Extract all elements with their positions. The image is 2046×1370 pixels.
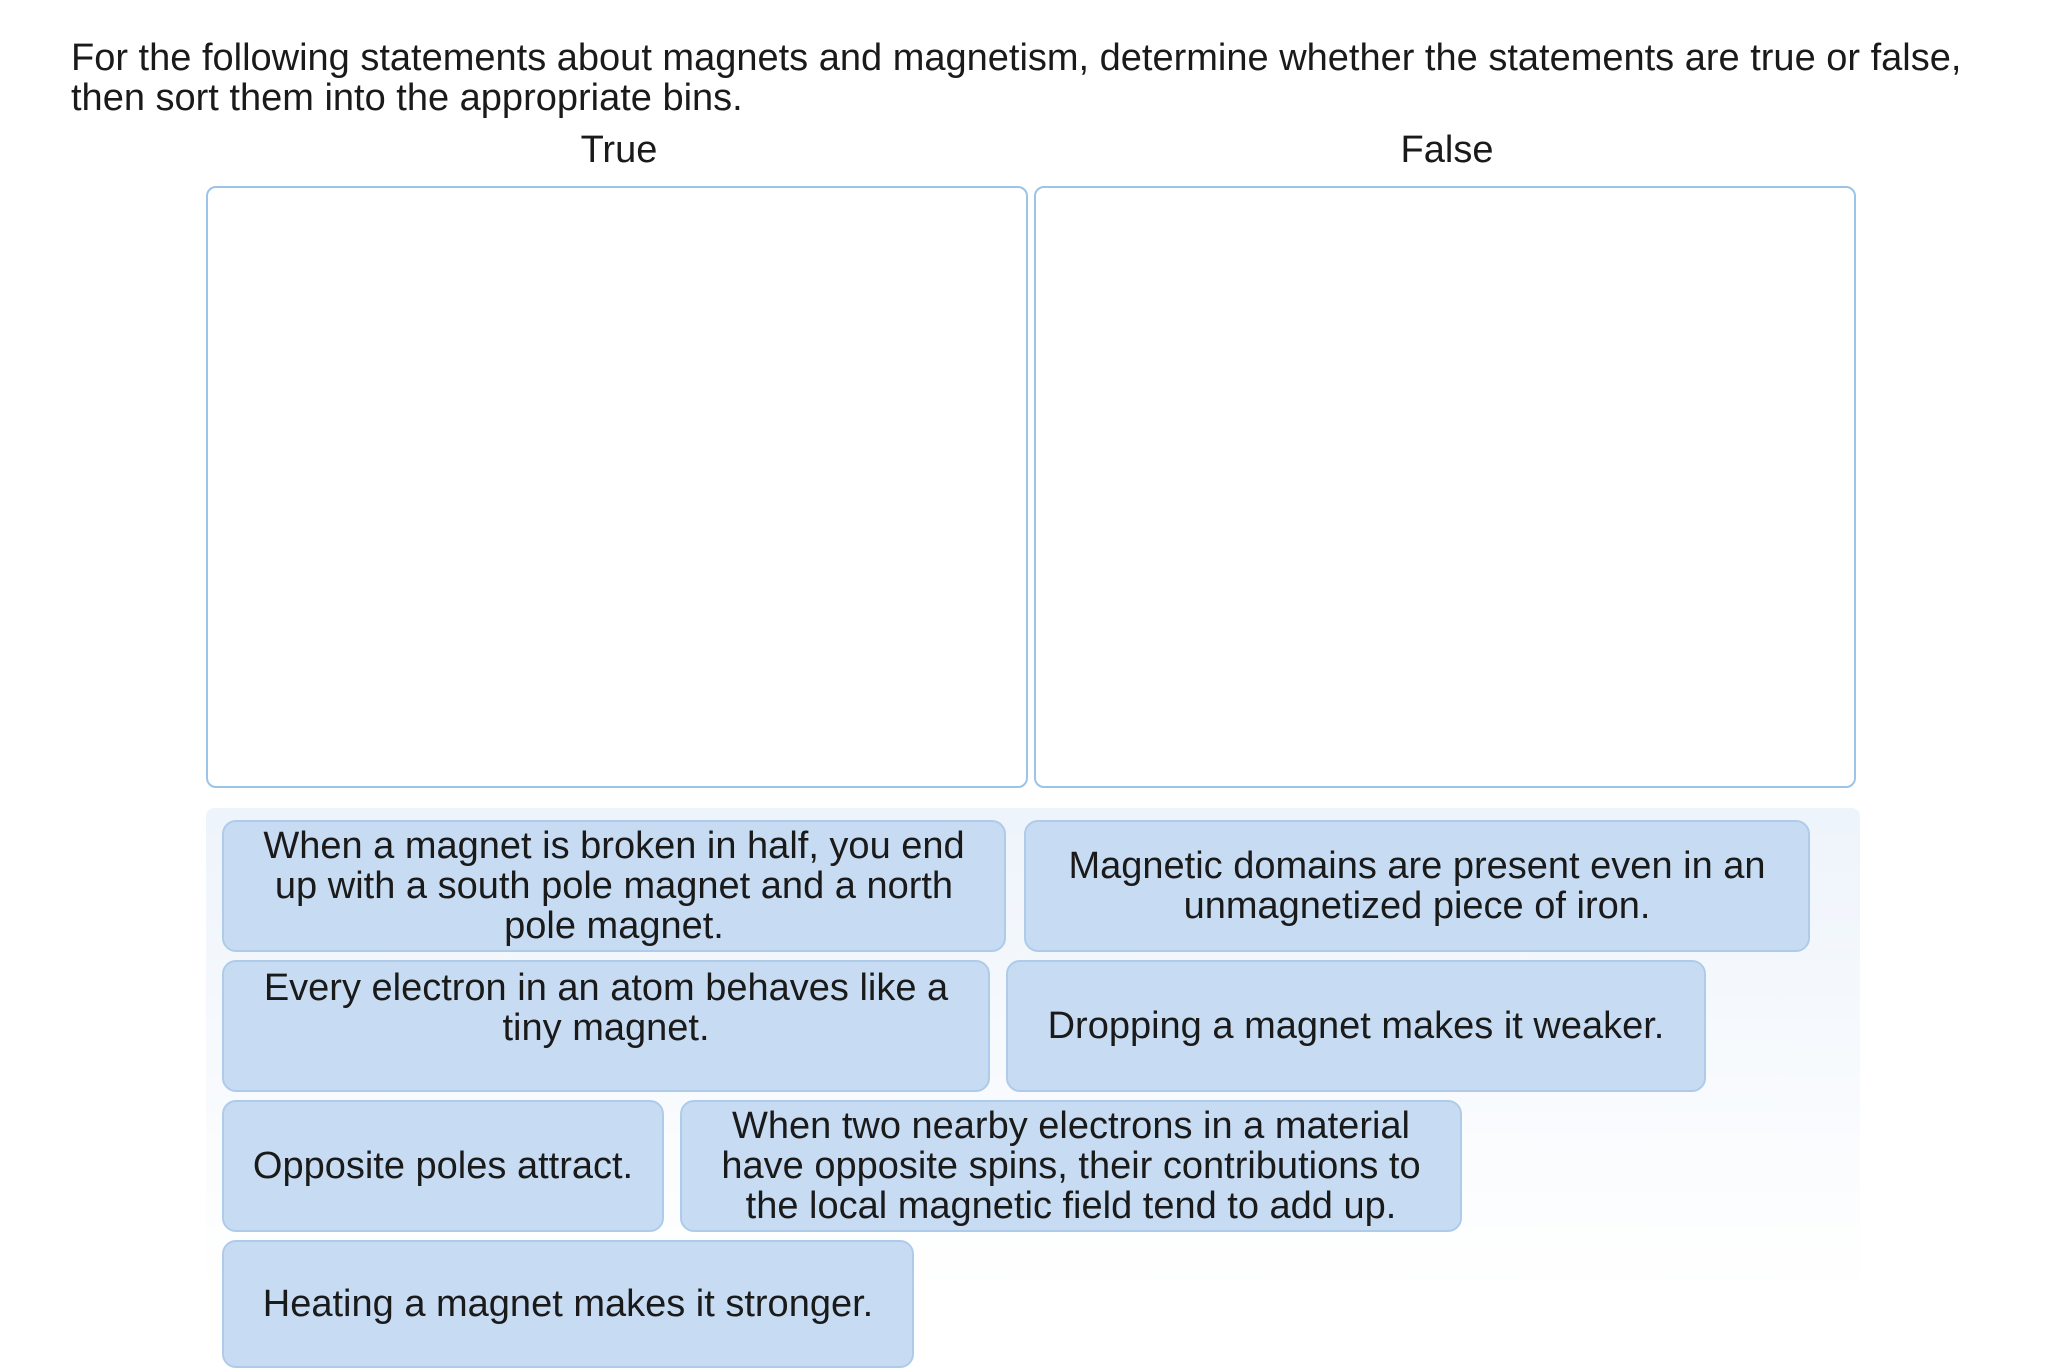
true-bin-label: True xyxy=(580,129,658,171)
statement-tile-opposite-spins[interactable]: When two nearby electrons in a material have opposite spins, their contributions to the local magnetic field tend to add up. xyxy=(680,1100,1462,1232)
statement-tile-heating-magnet[interactable]: Heating a magnet makes it stronger. xyxy=(222,1240,914,1368)
false-bin-label: False xyxy=(1400,129,1494,171)
statement-tile-broken-magnet[interactable]: When a magnet is broken in half, you end up with a south pole magnet and a north pole magnet. xyxy=(222,820,1006,952)
instructions-text: For the following statements about magnets and magnetism, determine whether the statements are true or false, then sort them into the appropriate bins. xyxy=(71,37,1962,119)
false-bin[interactable] xyxy=(1034,186,1856,788)
statement-tile-opposite-poles[interactable]: Opposite poles attract. xyxy=(222,1100,664,1232)
true-bin[interactable] xyxy=(206,186,1028,788)
statement-tile-dropping-magnet[interactable]: Dropping a magnet makes it weaker. xyxy=(1006,960,1706,1092)
statement-tile-magnetic-domains[interactable]: Magnetic domains are present even in an unmagnetized piece of iron. xyxy=(1024,820,1810,952)
statement-tile-electron-tiny-magnet[interactable]: Every electron in an atom behaves like a tiny magnet. xyxy=(222,960,990,1092)
